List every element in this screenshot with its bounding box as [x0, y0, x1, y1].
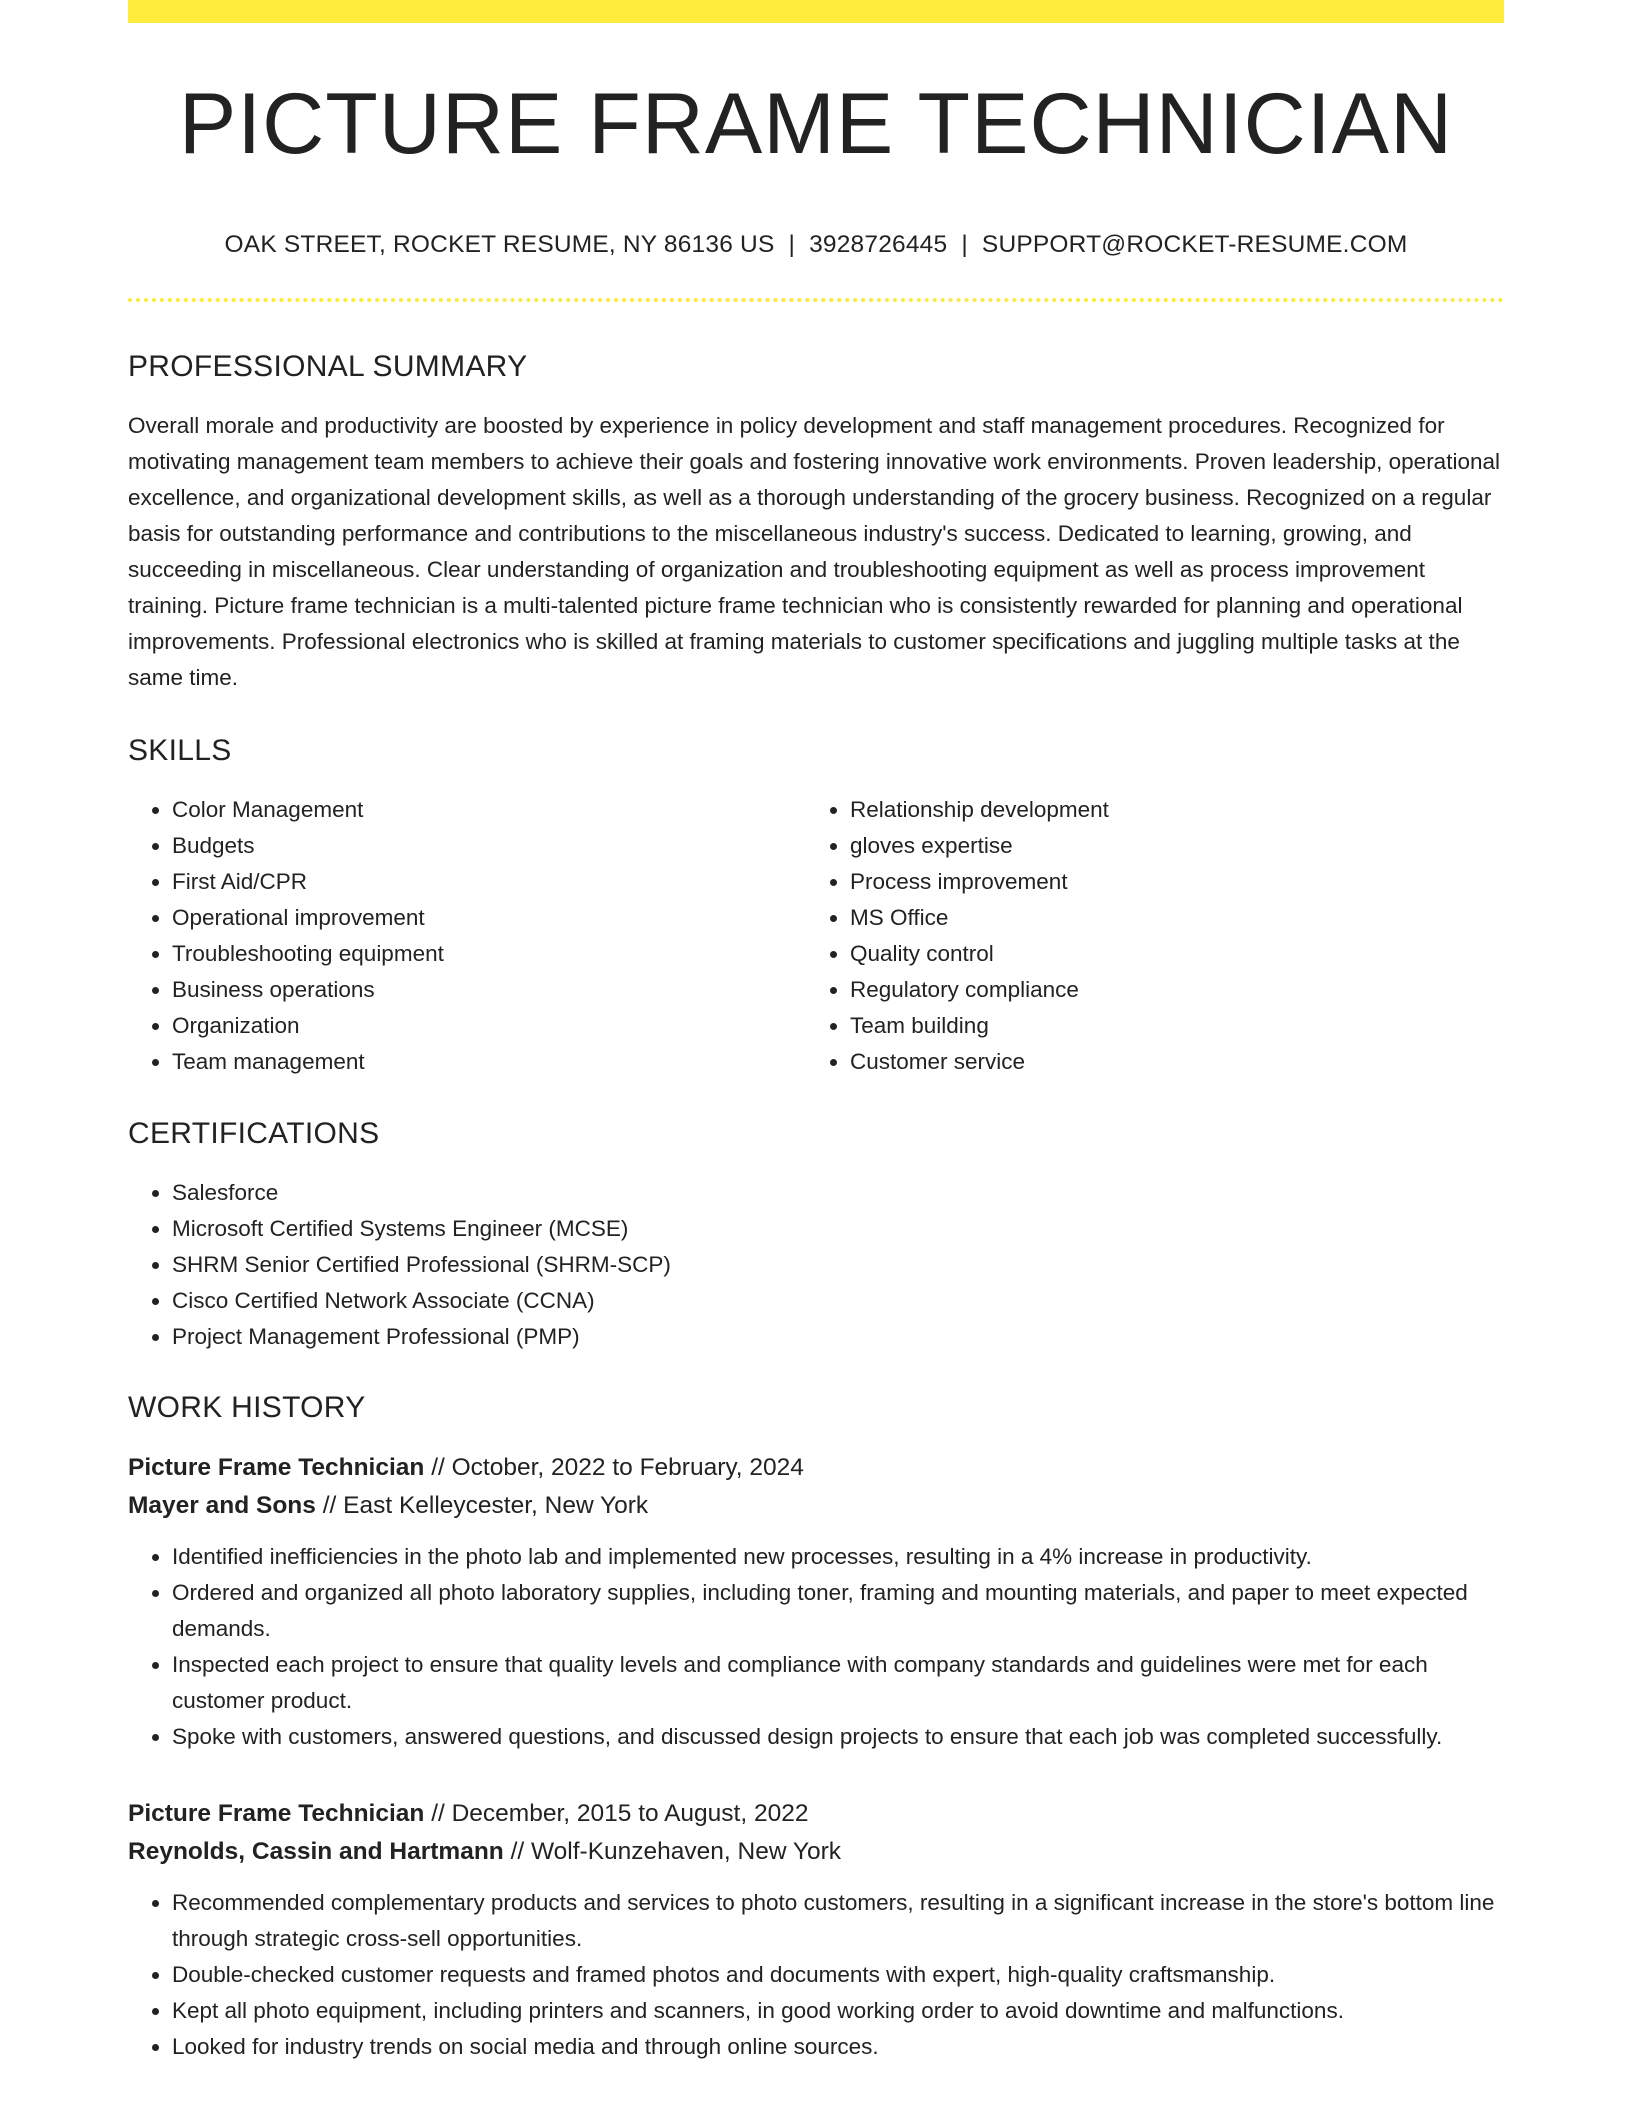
job-location: // East Kelleycester, New York — [322, 1491, 649, 1519]
job-company: Reynolds, Cassin and Hartmann — [128, 1837, 504, 1865]
resume-page — [128, 0, 1504, 2065]
certification-item: • SHRM Senior Certified Professional (SHRM-SCP) — [172, 1247, 1504, 1283]
job-bullet: • Double-checked customer requests and framed photos and documents with expert, high-quality craftsmanship. — [172, 1957, 1504, 1993]
job-bullet: • Identified inefficiencies in the photo lab and implemented new processes, resulting in a 4% increase in productivity. — [172, 1539, 1504, 1575]
certification-item: • Salesforce — [172, 1175, 1504, 1211]
contact-email: SUPPORT@ROCKET-RESUME.COM — [981, 231, 1408, 258]
certifications-heading: CERTIFICATIONS — [128, 1116, 380, 1150]
contact-phone: 3928726445 — [809, 231, 948, 258]
job-company-line — [128, 1833, 1504, 1871]
job-role: Picture Frame Technician — [128, 1453, 425, 1481]
resume-name: PICTURE FRAME TECHNICIAN — [178, 76, 1454, 172]
summary-heading: PROFESSIONAL SUMMARY — [128, 349, 528, 383]
job-entry — [128, 1795, 1504, 2065]
skills-column-right — [806, 792, 1484, 1080]
skill-item: • Budgets — [172, 828, 806, 864]
job-bullets — [128, 1885, 1504, 2065]
top-accent-bar — [128, 0, 1504, 23]
contact-separator: | — [961, 231, 968, 258]
job-title-line — [128, 1795, 1504, 1833]
job-bullet: • Spoke with customers, answered questions, and discussed design projects to ensure that each job was completed successfully. — [172, 1719, 1504, 1755]
job-bullet: • Recommended complementary products and services to photo customers, resulting in a significant increase in the store's bottom line through strategic cross-sell opportunities. — [172, 1885, 1504, 1957]
skill-item: • Process improvement — [850, 864, 1484, 900]
job-company: Mayer and Sons — [128, 1491, 316, 1519]
job-role: Picture Frame Technician — [128, 1799, 425, 1827]
skill-item: • Quality control — [850, 936, 1484, 972]
job-entry — [128, 1449, 1504, 1755]
contact-address: OAK STREET, ROCKET RESUME, NY 86136 US — [224, 231, 775, 258]
job-company-line — [128, 1487, 1504, 1525]
work-history-heading: WORK HISTORY — [128, 1390, 366, 1424]
skill-item: • gloves expertise — [850, 828, 1484, 864]
skill-item: • Troubleshooting equipment — [172, 936, 806, 972]
job-bullet: • Ordered and organized all photo laboratory supplies, including toner, framing and mounting materials, and paper to meet expected demands. — [172, 1575, 1504, 1647]
skills-list — [128, 792, 1504, 1080]
job-bullet: • Inspected each project to ensure that quality levels and compliance with company standards and guidelines were met for each customer product. — [172, 1647, 1504, 1719]
certification-item: • Project Management Professional (PMP) — [172, 1319, 1504, 1355]
contact-line — [128, 233, 1504, 258]
job-bullet: • Kept all photo equipment, including printers and scanners, in good working order to avoid downtime and malfunctions. — [172, 1993, 1504, 2029]
skill-item: • MS Office — [850, 900, 1484, 936]
skill-item: • Business operations — [172, 972, 806, 1008]
skills-column-left — [128, 792, 806, 1080]
skill-item: • First Aid/CPR — [172, 864, 806, 900]
job-dates: // October, 2022 to February, 2024 — [431, 1453, 804, 1481]
dotted-divider — [128, 298, 1504, 302]
summary-text: Overall morale and productivity are boosted by experience in policy development and staff management procedures. Recognized for motivating management team members to achieve their goals and fostering innovative work environments. Proven leadership, operational excellence, and organizational development skills, as well as a thorough understanding of the grocery business. Recognized on a regular basis for outstanding performance and contributions to the miscellaneous industry's success. Dedicated to learning, growing, and succeeding in miscellaneous. Clear understanding of organization and troubleshooting equipment as well as process improvement training. Picture frame technician is a multi-talented picture frame technician who is consistently rewarded for planning and operational improvements. Professional electronics who is skilled at framing materials to customer specifications and juggling multiple tasks at the same time. — [128, 412, 1500, 690]
job-bullets — [128, 1539, 1504, 1755]
job-location: // Wolf-Kunzehaven, New York — [510, 1837, 842, 1865]
certification-item: • Microsoft Certified Systems Engineer (MCSE) — [172, 1211, 1504, 1247]
job-title-line — [128, 1449, 1504, 1487]
skill-item: • Customer service — [850, 1044, 1484, 1080]
skill-item: • Organization — [172, 1008, 806, 1044]
skill-item: • Operational improvement — [172, 900, 806, 936]
contact-separator: | — [788, 231, 796, 258]
certification-item: • Cisco Certified Network Associate (CCNA) — [172, 1283, 1504, 1319]
job-bullet: • Looked for industry trends on social media and through online sources. — [172, 2029, 1504, 2065]
skill-item: • Team building — [850, 1008, 1484, 1044]
skills-heading: SKILLS — [128, 733, 232, 767]
skill-item: • Team management — [172, 1044, 806, 1080]
skill-item: • Relationship development — [850, 792, 1484, 828]
skill-item: • Regulatory compliance — [850, 972, 1484, 1008]
skill-item: • Color Management — [172, 792, 806, 828]
certifications-list — [128, 1175, 1504, 1355]
job-dates: // December, 2015 to August, 2022 — [431, 1799, 809, 1827]
